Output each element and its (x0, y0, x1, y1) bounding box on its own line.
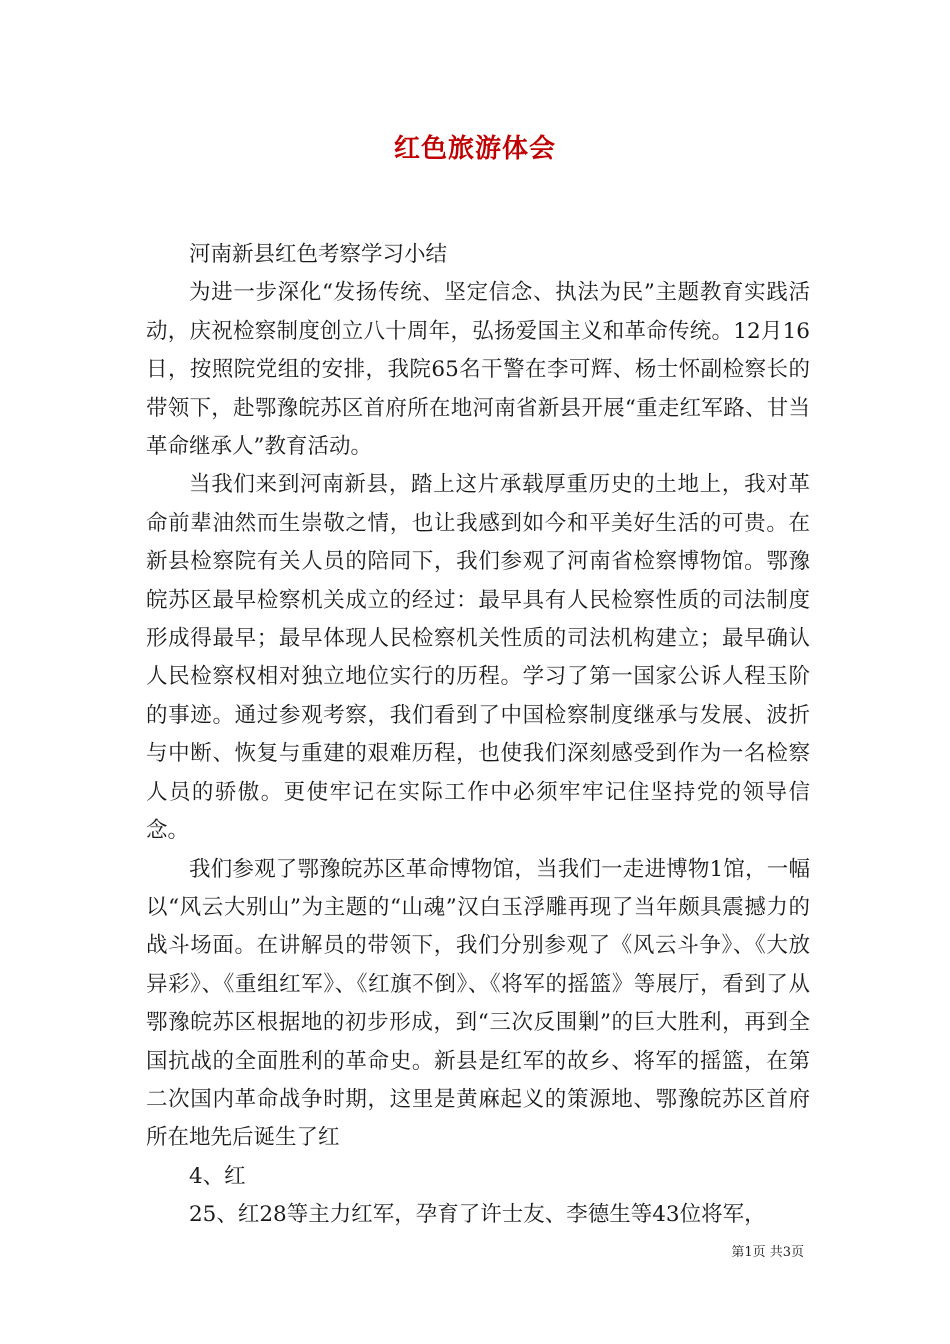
paragraph: 25、红28等主力红军，孕育了许士友、李德生等43位将军， (189, 1202, 766, 1228)
paragraph: 4、红 (189, 1163, 246, 1189)
page-number: 第1页 共3页 (731, 1245, 804, 1260)
paragraph: 当我们来到河南新县，踏上这片承载厚重历史的土地上，我对革命前辈油然而生崇敬之情，也让我感到如今和平美好生活的可贵。在新县检察院有关人员的陪同下，我们参观了河南省检察博物馆。鄂豫皖苏区最早检察机关成立的经过：最早具有人民检察性质的司法制度形成得最早；最早体现人民检察机关性质的司法机构建立；最早确认人民检察权相对独立地位实行的历程。学习了第一国家公诉人程玉阶的事迹。通过参观考察，我们看到了中国检察制度继承与发展、波折与中断、恢复与重建的艰难历程，也使我们深刻感受到作为一名检察人员的骄傲。更使牢记在实际工作中必须牢牢记住坚持党的领导信念。 (146, 472, 810, 844)
paragraph: 为进一步深化“发扬传统、坚定信念、执法为民”主题教育实践活动，庆祝检察制度创立八十周年，弘扬爱国主义和革命传统。12月16日，按照院党组的安排，我院65名干警在李可辉、杨士怀副检察长的带领下，赴鄂豫皖苏区首府所在地河南省新县开展“重走红军路、甘当革命继承人”教育活动。 (146, 280, 810, 460)
paragraph: 我们参观了鄂豫皖苏区革命博物馆，当我们一走进博物1馆，一幅以“风云大别山”为主题的“山魂”汉白玉浮雕再现了当年颇具震撼力的战斗场面。在讲解员的带领下，我们分别参观了《风云斗争》、《大放异彩》、《重组红军》、《红旗不倒》、《将军的摇篮》等展厅，看到了从鄂豫皖苏区根据地的初步形成，到“三次反围剿”的巨大胜利，再到全国抗战的全面胜利的革命史。新县是红军的故乡、将军的摇篮，在第二次国内革命战争时期，这里是黄麻起义的策源地、鄂豫皖苏区首府所在地先后诞生了红 (146, 856, 810, 1151)
document-title: 红色旅游体会 (393, 134, 556, 164)
paragraph-subtitle: 河南新县红色考察学习小结 (189, 242, 448, 267)
document-body (146, 236, 810, 1235)
